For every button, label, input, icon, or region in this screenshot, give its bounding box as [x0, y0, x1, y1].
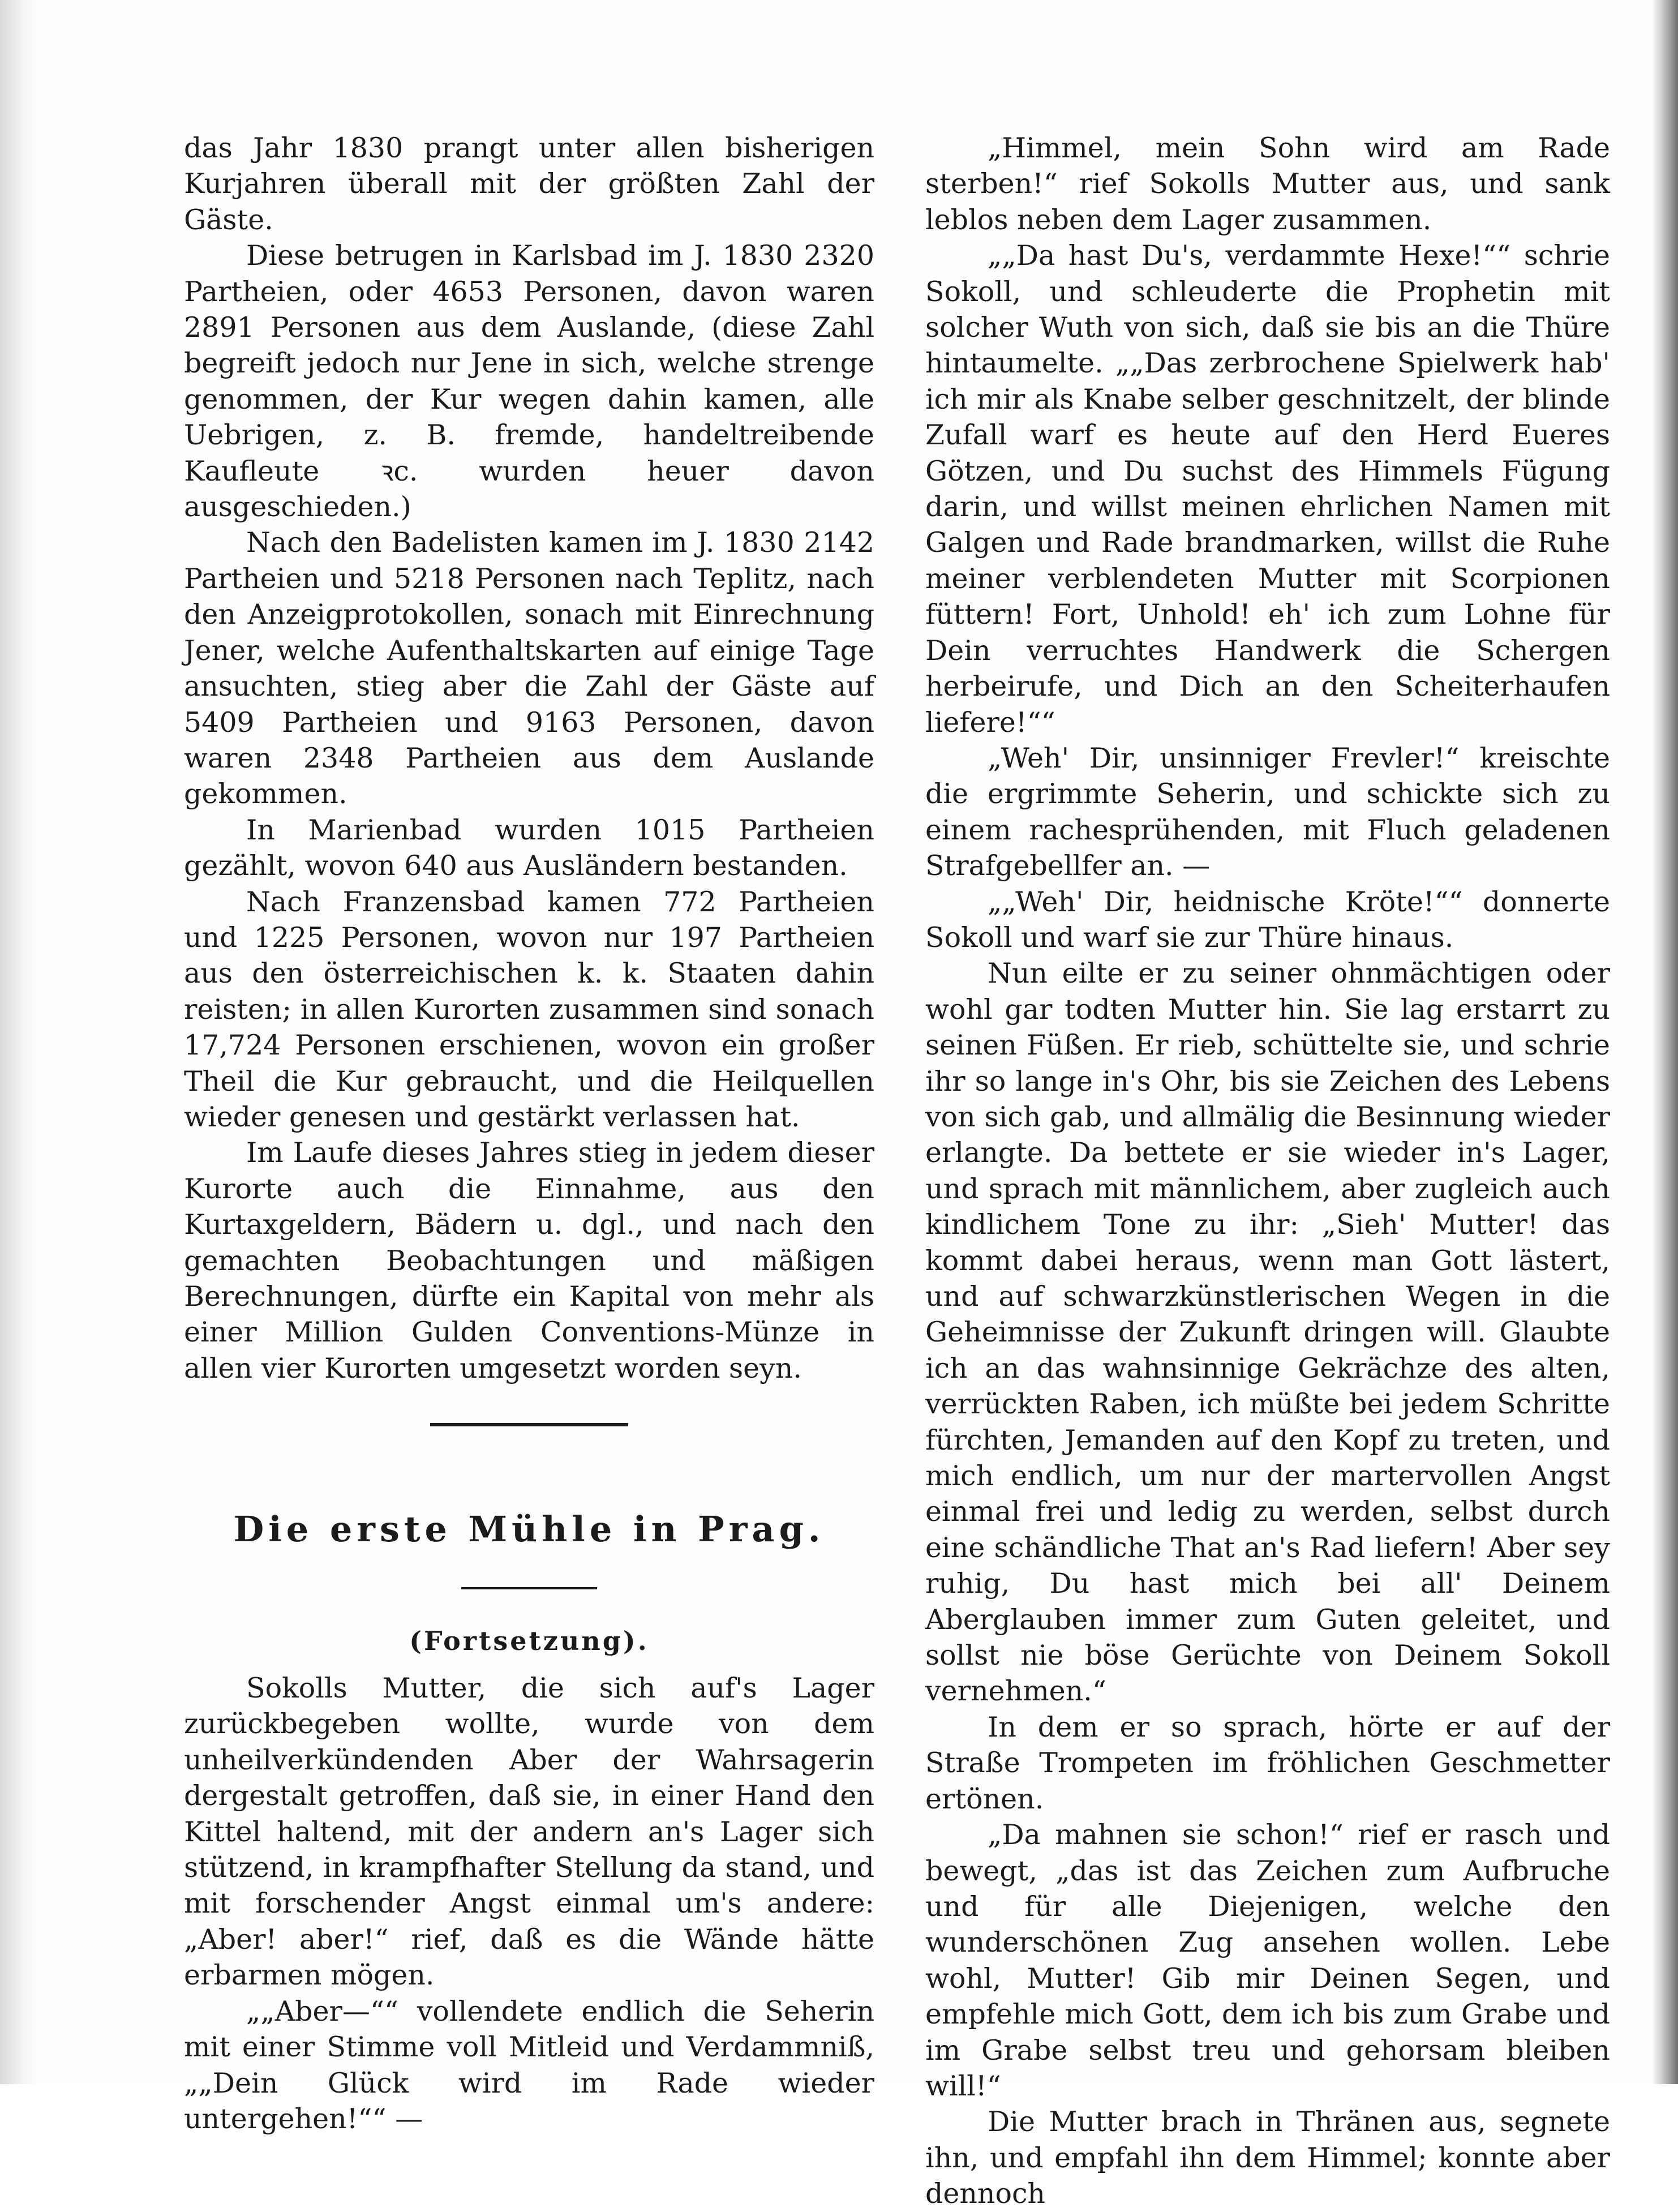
- paragraph: Nach den Badelisten kamen im J. 1830 2142 Partheien und 5218 Personen nach Teplitz, nach den Anzeigprotokollen, sonach mit Einrechnung Jener, welche Aufenthaltskarten auf einige Tage ansuchten, stieg aber die Zahl der Gäste auf 5409 Partheien und 9163 Personen, davon waren 2348 Partheien aus dem Auslande gekommen.: [184, 526, 874, 811]
- section-divider: [430, 1423, 628, 1426]
- article-title: Die erste Mühle in Prag.: [233, 1508, 825, 1550]
- paragraph: Nun eilte er zu seiner ohnmächtigen oder wohl gar todten Mutter hin. Sie lag erstarrt zu seinen Füßen. Er rieb, schüttelte sie, und schrie ihr so lange in's Ohr, bis sie Zeichen des Lebens von sich gab, und allmälig die Besinnung wieder erlangte. Da bettete er sie wieder in's Lager, und sprach mit männlichem, aber zugleich auch kindlichem Tone zu ihr: „Sieh' Mutter! das kommt dabei heraus, wenn man Gott lästert, und auf schwarzkünstlerischen Wegen in die Geheimnisse der Zukunft dringen will. Glaubte ich an das wahnsinnige Gekrächze des alten, verrückten Raben, ich müßte bei jedem Schritte fürchten, Jemanden auf den Kopf zu treten, und mich endlich, um nur der martervollen Angst einmal frei und ledig zu werden, selbst durch eine schändliche That an's Rad liefern! Aber sey ruhig, Du hast mich bei all' Deinem Aberglauben immer zum Guten geleitet, und sollst nie böse Gerüchte von Deinem Sokoll vernehmen.“: [925, 957, 1610, 1708]
- paragraph: „Da mahnen sie schon!“ rief er rasch und bewegt, „das ist das Zeichen zum Aufbruche und für alle Diejenigen, welche den wunderschönen Zug ansehen wollen. Lebe wohl, Mutter! Gib mir Deinen Segen, und empfehle mich Gott, dem ich bis zum Grabe und im Grabe selbst treu und gehorsam bleiben will!“: [925, 1819, 1610, 2102]
- article-subtitle: (Fortsetzung).: [409, 1625, 649, 1656]
- paragraph: Nach Franzensbad kamen 772 Partheien und 1225 Personen, wovon nur 197 Partheien aus den österreichischen k. k. Staaten dahin reisten; in allen Kurorten zusammen sind sonach 17,724 Personen erschienen, wovon ein großer Theil die Kur gebraucht, und die Heilquellen wieder genesen und gestärkt verlassen hat.: [184, 885, 874, 1133]
- paragraph: In dem er so sprach, hörte er auf der Straße Trompeten im fröhlichen Geschmetter ertönen.: [925, 1711, 1610, 1815]
- paragraph: Die Mutter brach in Thränen aus, segnete ihn, und empfahl ihn dem Himmel; konnte aber dennoch: [925, 2106, 1610, 2210]
- paragraph: Diese betrugen in Karlsbad im J. 1830 2320 Partheien, oder 4653 Personen, davon waren 2891 Personen aus dem Auslande, (diese Zahl begreift jedoch nur Jene in sich, welche strenge genommen, der Kur wegen dahin kamen, alle Uebrigen, z. B. fremde, handeltreibende Kaufleute ꝛc. wurden heuer davon ausgeschieden.): [184, 239, 874, 524]
- paragraph: „Weh' Dir, unsinniger Frevler!“ kreischte die ergrimmte Seherin, und schickte sich zu einem rachesprühenden, mit Fluch geladenen Strafgebellfer an. —: [925, 741, 1610, 882]
- paragraph: „Himmel, mein Sohn wird am Rade sterben!“ rief Sokolls Mutter aus, und sank leblos neben dem Lager zusammen.: [925, 132, 1610, 236]
- paragraph: In Marienbad wurden 1015 Partheien gezählt, wovon 640 aus Ausländern bestanden.: [184, 813, 874, 882]
- page-left-edge-shadow: [0, 0, 40, 2084]
- title-underline: [461, 1587, 597, 1589]
- paragraph: das Jahr 1830 prangt unter allen bisherigen Kurjahren überall mit der größten Zahl der Gäste.: [184, 132, 874, 236]
- left-column: [184, 130, 874, 2137]
- page-right-edge-shadow: [1653, 0, 1678, 2084]
- paragraph: „„Da hast Du's, verdammte Hexe!““ schrie Sokoll, und schleuderte die Prophetin mit solcher Wuth von sich, daß sie bis an die Thüre hintaumelte. „„Das zerbrochene Spielwerk hab' ich mir als Knabe selber geschnitzelt, der blinde Zufall warf es heute auf den Herd Eueres Götzen, und Du suchst des Himmels Fügung darin, und willst meinen ehrlichen Namen mit Galgen und Rade brandmarken, willst die Ruhe meiner verblendeten Mutter mit Scorpionen füttern! Fort, Unhold! eh' ich zum Lohne für Dein verruchtes Handwerk die Schergen herbeirufe, und Dich an den Scheiterhaufen liefere!““: [925, 239, 1610, 739]
- paragraph: Sokolls Mutter, die sich auf's Lager zurückbegeben wollte, wurde von dem unheilverkündenden Aber der Wahrsagerin dergestalt getroffen, daß sie, in einer Hand den Kittel haltend, mit der andern an's Lager sich stützend, in krampfhafter Stellung da stand, und mit forschender Angst einmal um's andere: „Aber! aber!“ rief, daß es die Wände hätte erbarmen mögen.: [184, 1672, 874, 1992]
- paragraph: „„Aber—““ vollendete endlich die Seherin mit einer Stimme voll Mitleid und Verdammniß, „„Dein Glück wird im Rade wieder untergehen!““ —: [184, 1995, 874, 2135]
- paragraph: Im Laufe dieses Jahres stieg in jedem dieser Kurorte auch die Einnahme, aus den Kurtaxgeldern, Bädern u. dgl., und nach den gemachten Beobachtungen und mäßigen Berechnungen, dürfte ein Kapital von mehr als einer Million Gulden Conventions-Münze in allen vier Kurorten umgesetzt worden seyn.: [184, 1137, 874, 1384]
- right-column: [925, 130, 1610, 2212]
- paragraph: „„Weh' Dir, heidnische Kröte!““ donnerte Sokoll und warf sie zur Thüre hinaus.: [925, 885, 1610, 954]
